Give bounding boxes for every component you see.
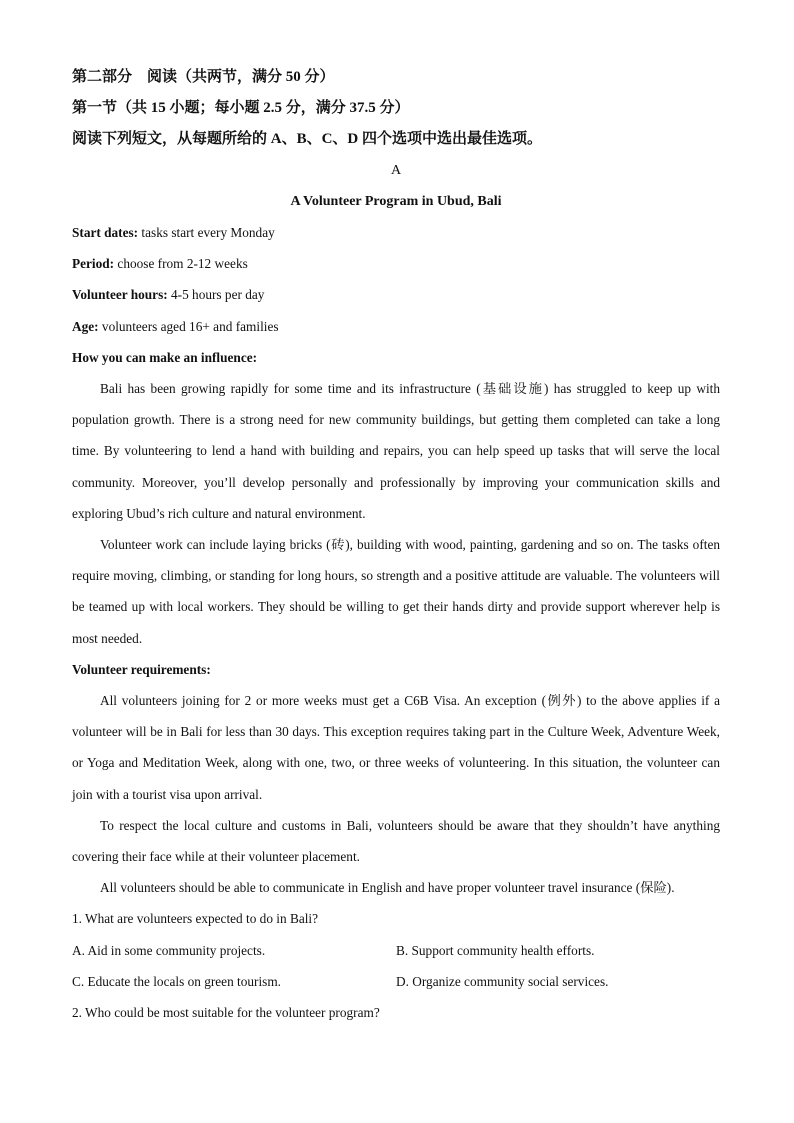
part-heading: 第二部分 阅读（共两节，满分 50 分） — [72, 69, 335, 85]
detail-value: choose from 2-12 weeks — [114, 256, 248, 272]
requirements-heading: Volunteer requirements: — [72, 661, 211, 677]
option-a[interactable]: A. Aid in some community projects. — [72, 942, 266, 958]
option-d[interactable]: D. Organize community social services. — [396, 973, 609, 989]
influence-paragraph: Volunteer work can include laying bricks (砖), building with wood, painting, gardening and so on. The tasks often require moving, climbing, or standing for long hours, so strength and a positive attitude are valuable. The volunteers will be teamed up with local workers. They should be willing to get their hands dirty and provide support wherever help is most needed. — [72, 537, 720, 646]
detail-volunteer-hours — [72, 279, 720, 310]
detail-age — [72, 311, 720, 342]
passage-title: A Volunteer Program in Ubud, Bali — [290, 194, 502, 209]
influence-heading: How you can make an influence: — [72, 349, 258, 365]
detail-label: Start dates: — [72, 225, 139, 240]
detail-period — [72, 248, 720, 279]
detail-value: 4-5 hours per day — [167, 287, 265, 303]
detail-value: tasks start every Monday — [138, 225, 275, 240]
detail-value: volunteers aged 16+ and families — [98, 318, 279, 334]
question-stem: 2. Who could be most suitable for the volunteer program? — [72, 1005, 380, 1021]
detail-label: Age: — [72, 318, 99, 334]
influence-paragraph: Bali has been growing rapidly for some time and its infrastructure (基础设施) has struggled to keep up with population growth. There is a strong need for new community buildings, but getting them completed can take a long time. By volunteering to lend a hand with building and repairs, you can help speed up tasks that will serve the local community. Moreover, you’ll develop personally and professionally by improving your communication skills and exploring Ubud’s rich culture and natural environment. — [72, 381, 720, 521]
option-b[interactable]: B. Support community health efforts. — [396, 942, 595, 958]
options-row — [72, 966, 720, 997]
options-row — [72, 935, 720, 966]
detail-label: Volunteer hours: — [72, 287, 168, 303]
section-heading: 第一节（共 15 小题；每小题 2.5 分，满分 37.5 分） — [72, 100, 410, 116]
exam-page — [72, 62, 720, 1028]
requirements-paragraph: To respect the local culture and customs in Bali, volunteers should be aware that they shouldn’t have anything covering their face while at their volunteer placement. — [72, 817, 720, 865]
detail-label: Period: — [72, 256, 115, 272]
option-c[interactable]: C. Educate the locals on green tourism. — [72, 973, 281, 989]
requirements-paragraph: All volunteers joining for 2 or more weeks must get a C6B Visa. An exception (例外) to the above applies if a volunteer will be in Bali for less than 30 days. This exception requires taking part in the Culture Week, Adventure Week, or Yoga and Meditation Week, along with one, two, or three weeks of volunteering. In this situation, the volunteer can join with a tourist visa upon arrival. — [72, 693, 720, 802]
question-stem: 1. What are volunteers expected to do in Bali? — [72, 911, 319, 927]
instruction-text: 阅读下列短文，从每题所给的 A、B、C、D 四个选项中选出最佳选项。 — [72, 131, 543, 147]
passage-letter: A — [390, 163, 402, 178]
requirements-paragraph: All volunteers should be able to communicate in English and have proper volunteer travel insurance (保险). — [100, 880, 675, 896]
detail-start-dates — [72, 217, 720, 248]
